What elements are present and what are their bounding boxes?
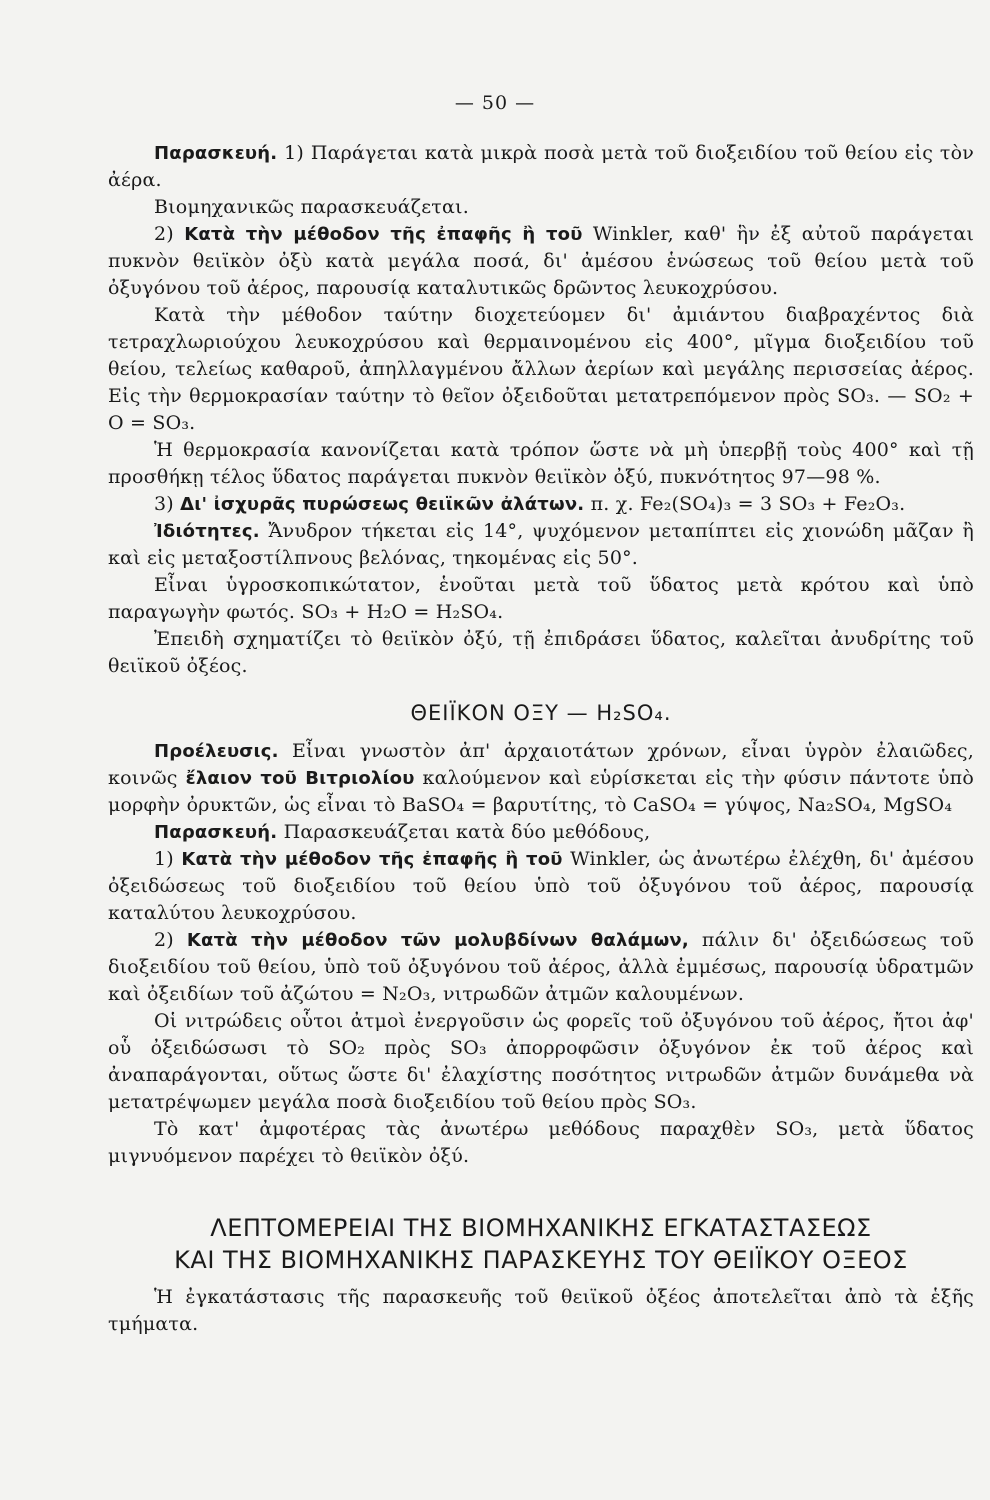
paragraph-installation: Ἡ ἐγκατάστασις τῆς παρασκευῆς τοῦ θειϊκοῦ ὀξέος ἀποτελεῖται ἀπὸ τὰ ἑξῆς τμήματα. bbox=[108, 1286, 974, 1335]
text: Εἶναι γνωστὸν ἀπ' ἀρχαιοτάτων χρόνων, εἶναι ὑγρὸν ἐλαιῶδες, κοινῶς bbox=[108, 740, 974, 789]
document-body bbox=[108, 140, 974, 1338]
term-heading: ἔλαιον τοῦ Βιτριολίου bbox=[185, 768, 415, 789]
text: 2) bbox=[154, 929, 187, 951]
term-heading: Κατὰ τὴν μέθοδον τῆς ἐπαφῆς ἢ τοῦ bbox=[181, 849, 563, 870]
chapter-heading-line-2: ΚΑΙ ΤΗΣ ΒΙΟΜΗΧΑΝΙΚΗΣ ΠΑΡΑΣΚΕΥΗΣ ΤΟΥ ΘΕΙΪΚΟΥ ΟΞΕΟΣ bbox=[174, 1246, 908, 1274]
paragraph-method-detail: Κατὰ τὴν μέθοδον ταύτην διοχετεύομεν δι' ἀμιάντου διαβραχέντος διὰ τετραχλωριούχου λευκοχρύσου καὶ θερμαινομένου εἰς 400°, μῖγμα διοξειδίου τοῦ θείου, τελείως καθαροῦ, ἀπηλλαγμένου ἄλλων ἀερίων καὶ μεγάλης περισσείας ἀέρος. Εἰς τὴν θερμοκρασίαν ταύτην τὸ θεῖον ὀξειδοῦται μετατρεπόμενον πρὸς SO₃. — SO₂ + O = SO₃. bbox=[108, 304, 974, 434]
text: 1) Παράγεται κατὰ μικρὰ ποσὰ μετὰ τοῦ διοξειδίου τοῦ θείου εἰς τὸν ἀέρα. bbox=[108, 142, 974, 191]
text: πάλιν δι' ὀξειδώσεως τοῦ διοξειδίου τοῦ θείου, ὑπὸ τοῦ ὀξυγόνου τοῦ ἀέρος, ἀλλὰ ἐμμέσως, παρουσίᾳ ὑδρατμῶν καὶ ὀξειδίων τοῦ ἀζώτου = N₂O₃, νιτρωδῶν ἀτμῶν καλουμένων. bbox=[108, 929, 974, 1005]
paragraph-contact-method bbox=[108, 221, 974, 302]
term-heading: Ἰδιότητες. bbox=[154, 521, 260, 542]
paragraph-nitrous-vapors: Οἱ νιτρώδεις οὗτοι ἀτμοὶ ἐνεργοῦσιν ὡς φορεῖς τοῦ ὀξυγόνου τοῦ ἀέρος, ἤτοι ἀφ' οὗ ὀξειδώσωσι τὸ SO₂ πρὸς SO₃ ἀπορροφῶσιν ὀξυγόνον ἐκ τοῦ ἀέρος καὶ ἀναπαράγονται, οὕτως ὥστε δι' ἐλαχίστης ποσότητος νιτρωδῶν ἀτμῶν δυνάμεθα νὰ μετατρέψωμεν μεγάλα ποσὰ διοξειδίου τοῦ θείου πρὸς SO₃. bbox=[108, 1010, 974, 1113]
paragraph-origin bbox=[108, 738, 974, 819]
text: 2) bbox=[154, 223, 185, 245]
term-heading: Κατὰ τὴν μέθοδον τῆς ἐπαφῆς ἢ τοῦ bbox=[184, 224, 583, 245]
text: καλούμενον καὶ εὑρίσκεται εἰς τὴν φύσιν πάντοτε ὑπὸ μορφὴν ὀρυκτῶν, ὡς εἶναι τὸ BaSO₄ = βαρυτίτης, τὸ CaSO₄ = γύψος, Na₂SO₄, MgSO₄ bbox=[108, 767, 974, 816]
paragraph-preparation-2 bbox=[108, 819, 974, 846]
text: 1) bbox=[154, 848, 182, 870]
chapter-heading-line-1: ΛΕΠΤΟΜΕΡΕΙΑΙ ΤΗΣ ΒΙΟΜΗΧΑΝΙΚΗΣ ΕΓΚΑΤΑΣΤΑΣΕΩΣ bbox=[210, 1214, 872, 1242]
paragraph-temperature: Ἡ θερμοκρασία κανονίζεται κατὰ τρόπον ὥστε νὰ μὴ ὑπερβῇ τοὺς 400° καὶ τῇ προσθήκῃ τέλος ὕδατος παράγεται πυκνὸν θειϊκὸν ὀξύ, πυκνότητος 97—98 %. bbox=[108, 439, 974, 488]
paragraph-both-methods: Τὸ κατ' ἀμφοτέρας τὰς ἀνωτέρω μεθόδους παραχθὲν SO₃, μετὰ ὕδατος μιγνυόμενον παρέχει τὸ θειϊκὸν ὀξύ. bbox=[108, 1118, 974, 1167]
term-heading: Δι' ἰσχυρᾶς πυρώσεως θειϊκῶν ἀλάτων. bbox=[180, 494, 585, 515]
paragraph-hygroscopic: Εἶναι ὑγροσκοπικώτατον, ἑνοῦται μετὰ τοῦ ὕδατος μετὰ κρότου καὶ ὑπὸ παραγωγὴν φωτός. SO₃ + H₂O = H₂SO₄. bbox=[108, 574, 974, 623]
text: 3) bbox=[154, 493, 181, 515]
term-heading: Κατὰ τὴν μέθοδον τῶν μολυβδίνων θαλάμων, bbox=[186, 930, 689, 951]
paragraph-anhydride: Ἐπειδὴ σχηματίζει τὸ θειϊκὸν ὀξύ, τῇ ἐπιδράσει ὕδατος, καλεῖται ἀνυδρίτης τοῦ θειϊκοῦ ὀξέος. bbox=[108, 628, 974, 677]
page-number: — 50 — bbox=[454, 92, 536, 114]
paragraph-industrial: Βιομηχανικῶς παρασκευάζεται. bbox=[154, 196, 469, 218]
paragraph-strong-heating bbox=[108, 491, 974, 518]
text: Winkler, καθ' ἣν ἐξ αὐτοῦ παράγεται πυκνὸν θειϊκὸν ὀξὺ κατὰ μεγάλα ποσά, δι' ἀμέσου ἑνώσεως τοῦ θείου μετὰ τοῦ ὀξυγόνου τοῦ ἀέρος, παρουσίᾳ καταλυτικῶς δρῶντος λευκοχρύσου. bbox=[108, 223, 974, 299]
term-heading: Προέλευσις. bbox=[154, 741, 279, 762]
term-heading: Παρασκευή. bbox=[154, 822, 278, 843]
paragraph-method-1 bbox=[108, 846, 974, 927]
text: π. χ. Fe₂(SO₄)₃ = 3 SO₃ + Fe₂O₃. bbox=[584, 493, 906, 515]
text: Winkler, ὡς ἀνωτέρω ἐλέχθη, δι' ἀμέσου ὀξειδώσεως τοῦ διοξειδίου τοῦ θείου ὑπὸ τοῦ ὀξυγόνου τοῦ ἀέρος, παρουσίᾳ καταλύτου λευκοχρύσου. bbox=[108, 848, 975, 924]
term-heading: Παρασκευή. bbox=[154, 143, 278, 164]
paragraph-preparation bbox=[108, 140, 974, 194]
text: Παρασκευάζεται κατὰ δύο μεθόδους, bbox=[277, 821, 651, 843]
text: Ἄνυδρον τήκεται εἰς 14°, ψυχόμενον μεταπίπτει εἰς χιονώδη μᾶζαν ἢ καὶ εἰς μεταξοστίλπνους βελόνας, τηκομένας εἰς 50°. bbox=[108, 520, 974, 569]
section-heading: ΘΕΙΪΚΟΝ ΟΞΥ — H₂SO₄. bbox=[410, 701, 672, 725]
paragraph-properties bbox=[108, 518, 974, 572]
paragraph-method-2 bbox=[108, 927, 974, 1008]
